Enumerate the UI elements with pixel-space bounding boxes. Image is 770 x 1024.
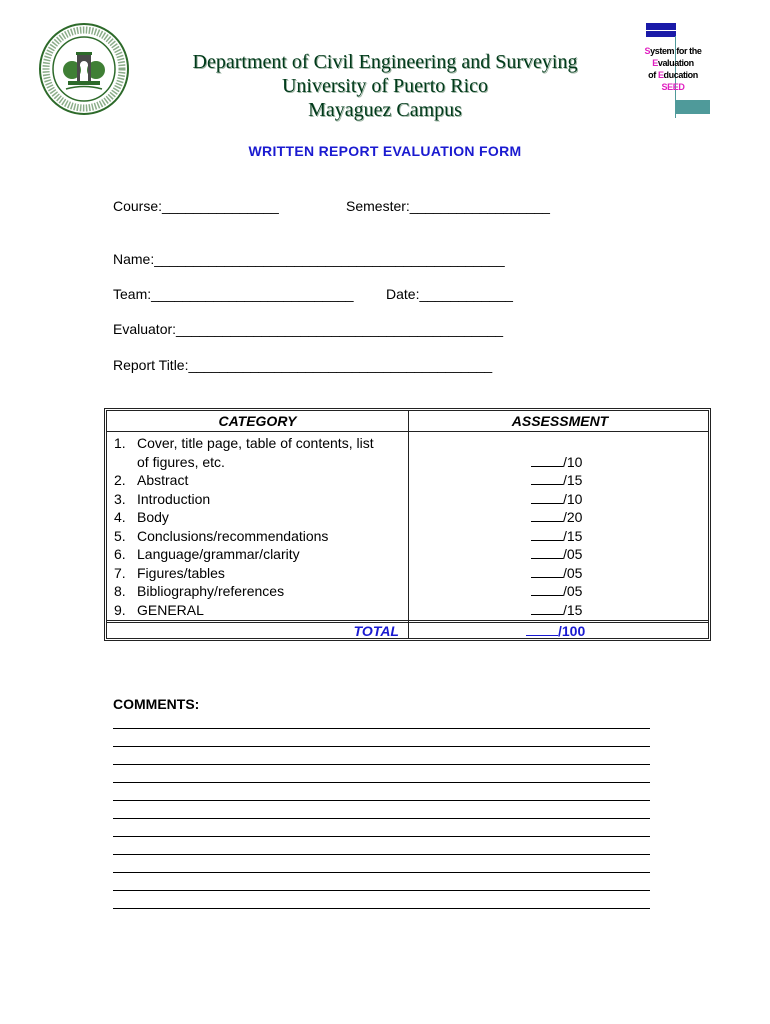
table-row-number: 1.: [114, 435, 126, 451]
table-row-score[interactable]: [531, 564, 582, 583]
score-blank[interactable]: [531, 471, 563, 485]
table-row-label: Conclusions/recommendations: [137, 527, 329, 544]
team-field[interactable]: Team:__________________________: [113, 286, 354, 302]
table-row-label: Figures/tables: [137, 564, 225, 581]
points-possible: /15: [563, 527, 583, 544]
semester-field[interactable]: Semester:__________________: [346, 198, 550, 214]
table-row-number: 5.: [114, 527, 126, 544]
comment-line[interactable]: [113, 818, 650, 819]
table-row-number: 3.: [114, 490, 126, 507]
total-points-possible: /100: [558, 623, 586, 639]
total-score-blank[interactable]: [526, 622, 558, 636]
table-row-label: Introduction: [137, 490, 211, 507]
table-row-score[interactable]: [531, 601, 582, 620]
table-row-number: 6.: [114, 546, 126, 562]
course-field[interactable]: Course:_______________: [113, 198, 279, 214]
table-row-number: 7.: [114, 564, 126, 581]
date-field[interactable]: Date:____________: [386, 286, 513, 302]
points-possible: /15: [563, 472, 583, 488]
seed-logo-line-3: of Education: [648, 70, 698, 80]
comment-line[interactable]: [113, 800, 650, 801]
comment-line[interactable]: [113, 908, 650, 909]
points-possible: /05: [563, 583, 583, 599]
score-blank[interactable]: [531, 545, 563, 559]
university-title: University of Puerto Rico: [281, 75, 489, 97]
table-row-label: GENERAL: [137, 601, 204, 618]
evaluator-field[interactable]: Evaluator:__________________________________________: [113, 321, 504, 337]
form-title: WRITTEN REPORT EVALUATION FORM: [248, 143, 522, 159]
table-row-score[interactable]: [531, 490, 582, 509]
score-blank[interactable]: [531, 601, 563, 615]
score-blank[interactable]: [531, 582, 563, 596]
table-row-label: Cover, title page, table of contents, list: [137, 435, 374, 451]
points-possible: /10: [563, 490, 583, 507]
comment-line[interactable]: [113, 728, 650, 729]
table-row-score[interactable]: [531, 471, 582, 490]
report-title-field[interactable]: Report Title:_______________________________________: [113, 357, 493, 373]
category-header: CATEGORY: [218, 413, 297, 429]
university-seal-logo: [38, 22, 130, 116]
points-possible: /10: [563, 453, 583, 470]
seed-logo-divider: [646, 30, 676, 31]
table-row-score[interactable]: [531, 508, 582, 527]
table-row-label-continued: of figures, etc.: [137, 453, 225, 470]
comments-label: COMMENTS:: [113, 696, 200, 712]
total-score[interactable]: [526, 622, 585, 641]
department-title: Department of Civil Engineering and Surveying: [192, 51, 578, 73]
seed-logo-teal-block: [676, 100, 710, 114]
comment-line[interactable]: [113, 872, 650, 873]
comment-line[interactable]: [113, 836, 650, 837]
header-divider: [107, 431, 708, 432]
table-row-label: Abstract: [137, 472, 189, 488]
table-row-score[interactable]: [531, 582, 582, 601]
score-blank[interactable]: [531, 508, 563, 522]
seed-logo: [632, 20, 714, 120]
score-blank[interactable]: [531, 453, 563, 467]
seed-logo-line-2: Evaluation: [652, 58, 694, 68]
comment-line[interactable]: [113, 854, 650, 855]
comment-line[interactable]: [113, 746, 650, 747]
campus-title: Mayaguez Campus: [308, 99, 462, 121]
table-row-score[interactable]: [531, 545, 582, 564]
seed-logo-acronym: SEED: [661, 82, 685, 92]
table-row-score[interactable]: [531, 453, 582, 472]
table-row-label: Bibliography/references: [137, 583, 285, 599]
points-possible: /20: [563, 509, 583, 525]
comment-line[interactable]: [113, 764, 650, 765]
comment-line[interactable]: [113, 782, 650, 783]
points-possible: /15: [563, 601, 583, 618]
table-row-number: 2.: [114, 472, 126, 488]
score-blank[interactable]: [531, 527, 563, 541]
table-row-number: 8.: [114, 583, 126, 599]
total-label: TOTAL: [353, 623, 399, 639]
column-divider: [408, 411, 409, 638]
comment-line[interactable]: [113, 890, 650, 891]
table-row-label: Language/grammar/clarity: [137, 546, 300, 562]
table-row-number: 4.: [114, 509, 126, 525]
table-row-score[interactable]: [531, 527, 582, 546]
name-field[interactable]: Name:_____________________________________________: [113, 251, 505, 267]
table-row-label: Body: [137, 509, 169, 525]
seed-logo-line-1: System for the: [644, 46, 702, 56]
table-row-number: 9.: [114, 601, 126, 618]
points-possible: /05: [563, 564, 583, 581]
score-blank[interactable]: [531, 564, 563, 578]
score-blank[interactable]: [531, 490, 563, 504]
points-possible: /05: [563, 546, 583, 562]
evaluation-table: [104, 408, 711, 641]
assessment-header: ASSESSMENT: [511, 413, 609, 429]
